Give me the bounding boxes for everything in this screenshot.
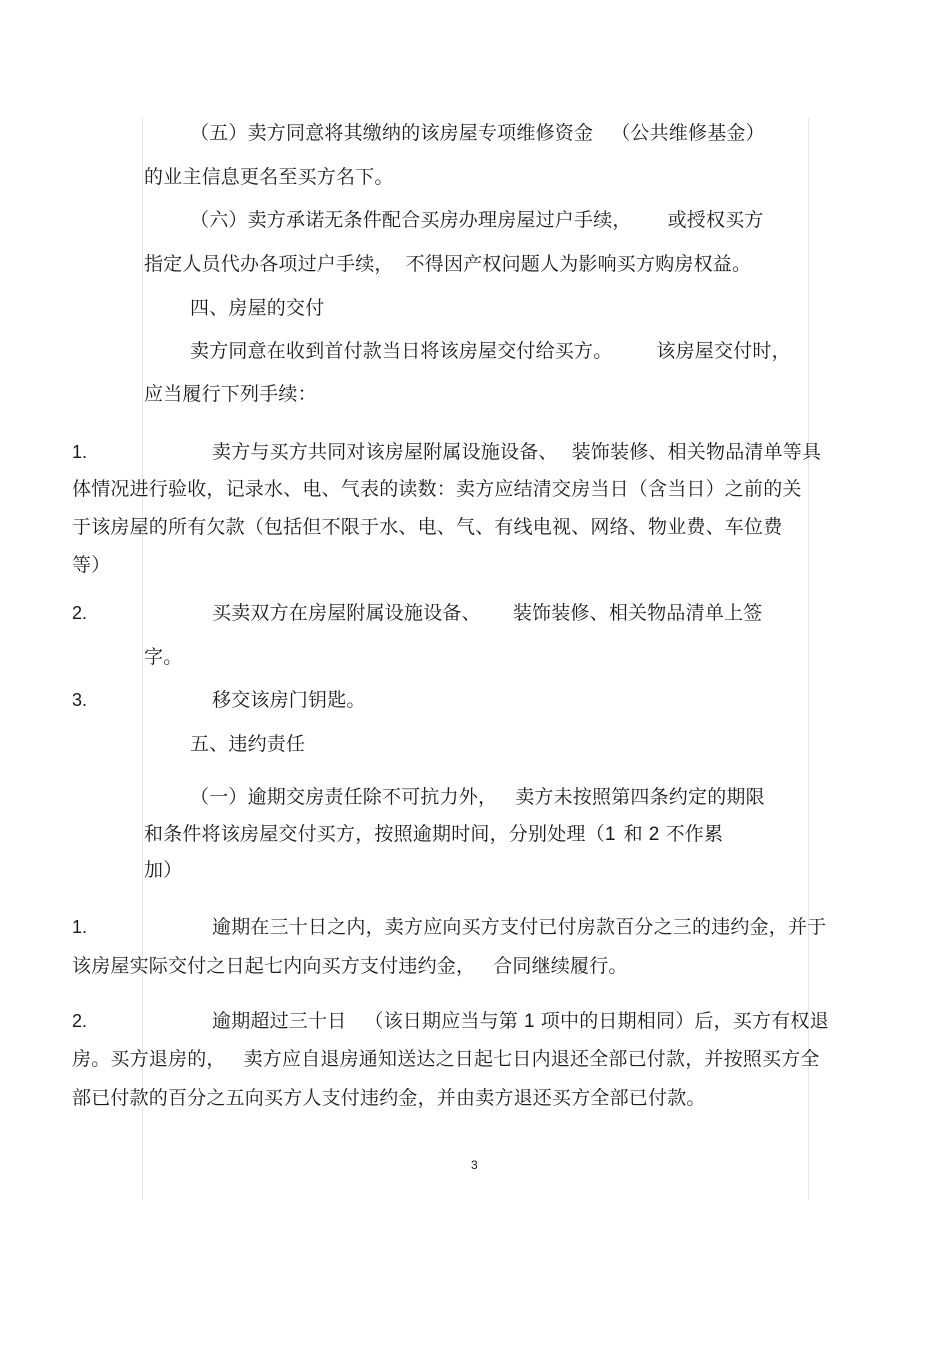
clause-5-line-1: （五）卖方同意将其缴纳的该房屋专项维修资金 （公共维修基金） — [190, 122, 765, 144]
penalty-item-1-line-1: 逾期在三十日之内，卖方应向买方支付已付房款百分之三的违约金，并于 — [212, 916, 827, 938]
penalty-clause-1-line-3: 加） — [144, 859, 183, 881]
delivery-item-3-line-1: 移交该房门钥匙。 — [212, 689, 366, 711]
penalty-item-2-line-3: 部已付款的百分之五向买方人支付违约金，并由卖方退还买方全部已付款。 — [72, 1087, 706, 1109]
clause-6-line-1: （六）卖方承诺无条件配合买房办理房屋过户手续， 或授权买方 — [190, 209, 764, 231]
section-5-heading: 五、违约责任 — [190, 733, 306, 755]
list-item-number: 2. — [72, 1011, 88, 1031]
clause-6-line-2: 指定人员代办各项过户手续， 不得因产权问题人为影响买方购房权益。 — [144, 253, 752, 275]
section-4-intro-line-2: 应当履行下列手续： — [144, 383, 317, 405]
list-item-number: 2. — [72, 603, 88, 623]
section-4-heading: 四、房屋的交付 — [190, 297, 325, 319]
clause-5-line-2: 的业主信息更名至买方名下。 — [144, 166, 394, 188]
penalty-item-2-line-1: 逾期超过三十日 （该日期应当与第 1 项中的日期相同）后，买方有权退 — [212, 1010, 829, 1032]
list-item-number: 3. — [72, 690, 88, 710]
delivery-item-1-line-1: 卖方与买方共同对该房屋附属设施设备、 装饰装修、相关物品清单等具 — [212, 441, 822, 463]
page-number: 3 — [471, 1158, 478, 1172]
list-item-number: 1. — [72, 917, 88, 937]
delivery-item-2-line-2: 字。 — [144, 646, 183, 668]
delivery-item-1-line-4: 等） — [72, 554, 111, 576]
delivery-item-1-line-3: 于该房屋的所有欠款（包括但不限于水、电、气、有线电视、网络、物业费、车位费 — [72, 516, 783, 538]
penalty-clause-1-line-2: 和条件将该房屋交付买方，按照逾期时间，分别处理（1 和 2 不作累 — [144, 823, 724, 845]
penalty-item-1-line-2: 该房屋实际交付之日起七内向买方支付违约金， 合同继续履行。 — [72, 955, 628, 977]
penalty-item-2-line-2: 房。买方退房的， 卖方应自退房通知送达之日起七日内退还全部已付款，并按照买方全 — [72, 1048, 820, 1070]
list-item-number: 1. — [72, 442, 88, 462]
penalty-clause-1-line-1: （一）逾期交房责任除不可抗力外， 卖方未按照第四条约定的期限 — [190, 786, 765, 808]
page-frame — [142, 118, 809, 1200]
delivery-item-2-line-1: 买卖双方在房屋附属设施设备、 装饰装修、相关物品清单上签 — [212, 602, 763, 624]
delivery-item-1-line-2: 体情况进行验收，记录水、电、气表的读数：卖方应结清交房当日（含当日）之前的关 — [72, 478, 802, 500]
section-4-intro-line-1: 卖方同意在收到首付款当日将该房屋交付给买方。 该房屋交付时， — [190, 340, 791, 362]
